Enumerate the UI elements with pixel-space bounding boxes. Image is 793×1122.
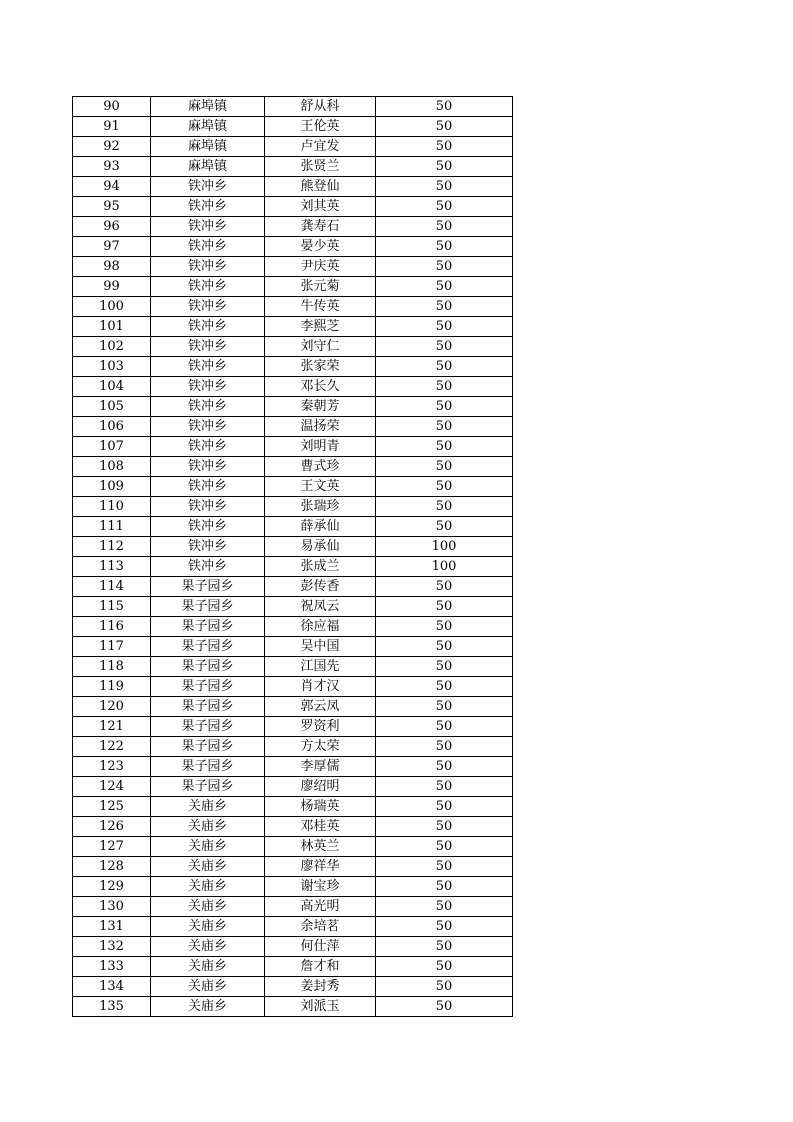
row-number-cell: 106 <box>73 417 151 437</box>
table-row <box>73 297 513 317</box>
amount-cell: 50 <box>376 577 513 597</box>
name-cell: 尹庆英 <box>265 257 376 277</box>
row-number-cell: 133 <box>73 957 151 977</box>
township-cell: 果子园乡 <box>151 637 265 657</box>
row-number-cell: 120 <box>73 697 151 717</box>
amount-cell: 50 <box>376 217 513 237</box>
table-row <box>73 537 513 557</box>
row-number-cell: 124 <box>73 777 151 797</box>
row-number-cell: 105 <box>73 397 151 417</box>
township-cell: 果子园乡 <box>151 717 265 737</box>
row-number-cell: 114 <box>73 577 151 597</box>
name-cell: 方太荣 <box>265 737 376 757</box>
table-row <box>73 617 513 637</box>
row-number-cell: 101 <box>73 317 151 337</box>
name-cell: 刘派玉 <box>265 997 376 1017</box>
name-cell: 杨瑞英 <box>265 797 376 817</box>
table-row <box>73 917 513 937</box>
roster-table <box>72 96 513 1017</box>
amount-cell: 50 <box>376 717 513 737</box>
table-row <box>73 117 513 137</box>
township-cell: 果子园乡 <box>151 697 265 717</box>
township-cell: 铁冲乡 <box>151 357 265 377</box>
township-cell: 铁冲乡 <box>151 177 265 197</box>
township-cell: 铁冲乡 <box>151 477 265 497</box>
township-cell: 关庙乡 <box>151 837 265 857</box>
row-number-cell: 117 <box>73 637 151 657</box>
name-cell: 龚寿石 <box>265 217 376 237</box>
name-cell: 郭云凤 <box>265 697 376 717</box>
township-cell: 关庙乡 <box>151 917 265 937</box>
name-cell: 张元菊 <box>265 277 376 297</box>
township-cell: 铁冲乡 <box>151 277 265 297</box>
name-cell: 罗资利 <box>265 717 376 737</box>
table-row <box>73 197 513 217</box>
name-cell: 邓桂英 <box>265 817 376 837</box>
township-cell: 铁冲乡 <box>151 297 265 317</box>
table-row <box>73 837 513 857</box>
township-cell: 铁冲乡 <box>151 217 265 237</box>
row-number-cell: 90 <box>73 97 151 117</box>
name-cell: 熊登仙 <box>265 177 376 197</box>
township-cell: 麻埠镇 <box>151 97 265 117</box>
name-cell: 祝凤云 <box>265 597 376 617</box>
name-cell: 谢宝珍 <box>265 877 376 897</box>
table-row <box>73 277 513 297</box>
township-cell: 铁冲乡 <box>151 537 265 557</box>
table-row <box>73 417 513 437</box>
row-number-cell: 135 <box>73 997 151 1017</box>
amount-cell: 50 <box>376 817 513 837</box>
table-row <box>73 797 513 817</box>
amount-cell: 50 <box>376 437 513 457</box>
row-number-cell: 122 <box>73 737 151 757</box>
name-cell: 王文英 <box>265 477 376 497</box>
table-row <box>73 317 513 337</box>
township-cell: 果子园乡 <box>151 577 265 597</box>
row-number-cell: 100 <box>73 297 151 317</box>
name-cell: 张成兰 <box>265 557 376 577</box>
name-cell: 邓长久 <box>265 377 376 397</box>
township-cell: 铁冲乡 <box>151 257 265 277</box>
table-row <box>73 857 513 877</box>
township-cell: 铁冲乡 <box>151 337 265 357</box>
name-cell: 廖绍明 <box>265 777 376 797</box>
row-number-cell: 129 <box>73 877 151 897</box>
amount-cell: 50 <box>376 997 513 1017</box>
township-cell: 果子园乡 <box>151 597 265 617</box>
amount-cell: 50 <box>376 197 513 217</box>
table-row <box>73 697 513 717</box>
table-row <box>73 137 513 157</box>
township-cell: 铁冲乡 <box>151 397 265 417</box>
amount-cell: 50 <box>376 777 513 797</box>
table-row <box>73 337 513 357</box>
amount-cell: 50 <box>376 497 513 517</box>
township-cell: 铁冲乡 <box>151 237 265 257</box>
amount-cell: 50 <box>376 917 513 937</box>
name-cell: 张家荣 <box>265 357 376 377</box>
township-cell: 铁冲乡 <box>151 517 265 537</box>
row-number-cell: 125 <box>73 797 151 817</box>
table-row <box>73 357 513 377</box>
table-row <box>73 817 513 837</box>
name-cell: 詹才和 <box>265 957 376 977</box>
name-cell: 易承仙 <box>265 537 376 557</box>
name-cell: 卢宜发 <box>265 137 376 157</box>
row-number-cell: 111 <box>73 517 151 537</box>
amount-cell: 50 <box>376 877 513 897</box>
amount-cell: 50 <box>376 897 513 917</box>
township-cell: 关庙乡 <box>151 897 265 917</box>
township-cell: 关庙乡 <box>151 857 265 877</box>
amount-cell: 50 <box>376 177 513 197</box>
row-number-cell: 94 <box>73 177 151 197</box>
table-row <box>73 437 513 457</box>
row-number-cell: 121 <box>73 717 151 737</box>
amount-cell: 50 <box>376 277 513 297</box>
table-row <box>73 737 513 757</box>
table-row <box>73 637 513 657</box>
row-number-cell: 97 <box>73 237 151 257</box>
amount-cell: 50 <box>376 657 513 677</box>
row-number-cell: 98 <box>73 257 151 277</box>
row-number-cell: 128 <box>73 857 151 877</box>
township-cell: 铁冲乡 <box>151 197 265 217</box>
township-cell: 铁冲乡 <box>151 497 265 517</box>
table-row <box>73 657 513 677</box>
amount-cell: 50 <box>376 857 513 877</box>
township-cell: 果子园乡 <box>151 777 265 797</box>
row-number-cell: 123 <box>73 757 151 777</box>
amount-cell: 50 <box>376 737 513 757</box>
table-row <box>73 937 513 957</box>
name-cell: 姜封秀 <box>265 977 376 997</box>
table-row <box>73 177 513 197</box>
amount-cell: 50 <box>376 317 513 337</box>
row-number-cell: 131 <box>73 917 151 937</box>
amount-cell: 50 <box>376 417 513 437</box>
amount-cell: 50 <box>376 597 513 617</box>
name-cell: 张瑞珍 <box>265 497 376 517</box>
row-number-cell: 130 <box>73 897 151 917</box>
name-cell: 何仕萍 <box>265 937 376 957</box>
amount-cell: 50 <box>376 937 513 957</box>
row-number-cell: 115 <box>73 597 151 617</box>
row-number-cell: 109 <box>73 477 151 497</box>
township-cell: 关庙乡 <box>151 937 265 957</box>
name-cell: 余培茗 <box>265 917 376 937</box>
row-number-cell: 134 <box>73 977 151 997</box>
name-cell: 江国先 <box>265 657 376 677</box>
amount-cell: 50 <box>376 357 513 377</box>
table-row <box>73 397 513 417</box>
name-cell: 牛传英 <box>265 297 376 317</box>
row-number-cell: 92 <box>73 137 151 157</box>
row-number-cell: 132 <box>73 937 151 957</box>
table-row <box>73 557 513 577</box>
amount-cell: 50 <box>376 457 513 477</box>
township-cell: 麻埠镇 <box>151 157 265 177</box>
table-row <box>73 957 513 977</box>
table-row <box>73 477 513 497</box>
amount-cell: 50 <box>376 837 513 857</box>
row-number-cell: 127 <box>73 837 151 857</box>
table-row <box>73 577 513 597</box>
row-number-cell: 119 <box>73 677 151 697</box>
name-cell: 晏少英 <box>265 237 376 257</box>
row-number-cell: 110 <box>73 497 151 517</box>
name-cell: 舒从科 <box>265 97 376 117</box>
amount-cell: 50 <box>376 957 513 977</box>
table-row <box>73 717 513 737</box>
row-number-cell: 113 <box>73 557 151 577</box>
row-number-cell: 93 <box>73 157 151 177</box>
amount-cell: 50 <box>376 97 513 117</box>
name-cell: 刘明青 <box>265 437 376 457</box>
name-cell: 高光明 <box>265 897 376 917</box>
table-row <box>73 377 513 397</box>
row-number-cell: 102 <box>73 337 151 357</box>
amount-cell: 50 <box>376 637 513 657</box>
township-cell: 铁冲乡 <box>151 437 265 457</box>
amount-cell: 50 <box>376 677 513 697</box>
table-row <box>73 777 513 797</box>
name-cell: 秦朝芳 <box>265 397 376 417</box>
township-cell: 关庙乡 <box>151 797 265 817</box>
name-cell: 林英兰 <box>265 837 376 857</box>
township-cell: 果子园乡 <box>151 677 265 697</box>
name-cell: 刘守仁 <box>265 337 376 357</box>
row-number-cell: 112 <box>73 537 151 557</box>
name-cell: 彭传香 <box>265 577 376 597</box>
table-row <box>73 97 513 117</box>
township-cell: 关庙乡 <box>151 977 265 997</box>
amount-cell: 100 <box>376 537 513 557</box>
township-cell: 铁冲乡 <box>151 317 265 337</box>
amount-cell: 50 <box>376 377 513 397</box>
table-row <box>73 237 513 257</box>
township-cell: 铁冲乡 <box>151 457 265 477</box>
roster-table-body <box>73 97 513 1017</box>
township-cell: 铁冲乡 <box>151 557 265 577</box>
township-cell: 关庙乡 <box>151 957 265 977</box>
name-cell: 刘其英 <box>265 197 376 217</box>
table-row <box>73 757 513 777</box>
table-row <box>73 897 513 917</box>
row-number-cell: 99 <box>73 277 151 297</box>
township-cell: 关庙乡 <box>151 997 265 1017</box>
amount-cell: 50 <box>376 797 513 817</box>
amount-cell: 50 <box>376 237 513 257</box>
amount-cell: 50 <box>376 757 513 777</box>
row-number-cell: 118 <box>73 657 151 677</box>
name-cell: 曹式珍 <box>265 457 376 477</box>
table-row <box>73 877 513 897</box>
township-cell: 麻埠镇 <box>151 137 265 157</box>
name-cell: 肖才汉 <box>265 677 376 697</box>
township-cell: 麻埠镇 <box>151 117 265 137</box>
township-cell: 关庙乡 <box>151 817 265 837</box>
table-row <box>73 517 513 537</box>
name-cell: 李厚儒 <box>265 757 376 777</box>
table-row <box>73 217 513 237</box>
amount-cell: 50 <box>376 517 513 537</box>
table-row <box>73 997 513 1017</box>
amount-cell: 50 <box>376 977 513 997</box>
row-number-cell: 91 <box>73 117 151 137</box>
table-row <box>73 457 513 477</box>
township-cell: 果子园乡 <box>151 657 265 677</box>
name-cell: 吴中国 <box>265 637 376 657</box>
name-cell: 徐应福 <box>265 617 376 637</box>
amount-cell: 50 <box>376 297 513 317</box>
amount-cell: 50 <box>376 157 513 177</box>
table-row <box>73 597 513 617</box>
amount-cell: 50 <box>376 477 513 497</box>
table-row <box>73 977 513 997</box>
row-number-cell: 103 <box>73 357 151 377</box>
row-number-cell: 116 <box>73 617 151 637</box>
name-cell: 李熙芝 <box>265 317 376 337</box>
township-cell: 果子园乡 <box>151 757 265 777</box>
amount-cell: 50 <box>376 257 513 277</box>
township-cell: 果子园乡 <box>151 737 265 757</box>
amount-cell: 50 <box>376 117 513 137</box>
township-cell: 果子园乡 <box>151 617 265 637</box>
township-cell: 关庙乡 <box>151 877 265 897</box>
row-number-cell: 107 <box>73 437 151 457</box>
township-cell: 铁冲乡 <box>151 377 265 397</box>
amount-cell: 50 <box>376 617 513 637</box>
table-row <box>73 157 513 177</box>
name-cell: 薛承仙 <box>265 517 376 537</box>
amount-cell: 50 <box>376 337 513 357</box>
row-number-cell: 95 <box>73 197 151 217</box>
table-row <box>73 497 513 517</box>
name-cell: 温扬荣 <box>265 417 376 437</box>
township-cell: 铁冲乡 <box>151 417 265 437</box>
amount-cell: 50 <box>376 697 513 717</box>
name-cell: 张贤兰 <box>265 157 376 177</box>
table-row <box>73 677 513 697</box>
amount-cell: 50 <box>376 397 513 417</box>
amount-cell: 50 <box>376 137 513 157</box>
amount-cell: 100 <box>376 557 513 577</box>
row-number-cell: 96 <box>73 217 151 237</box>
name-cell: 王伦英 <box>265 117 376 137</box>
row-number-cell: 104 <box>73 377 151 397</box>
row-number-cell: 126 <box>73 817 151 837</box>
row-number-cell: 108 <box>73 457 151 477</box>
table-row <box>73 257 513 277</box>
name-cell: 廖祥华 <box>265 857 376 877</box>
